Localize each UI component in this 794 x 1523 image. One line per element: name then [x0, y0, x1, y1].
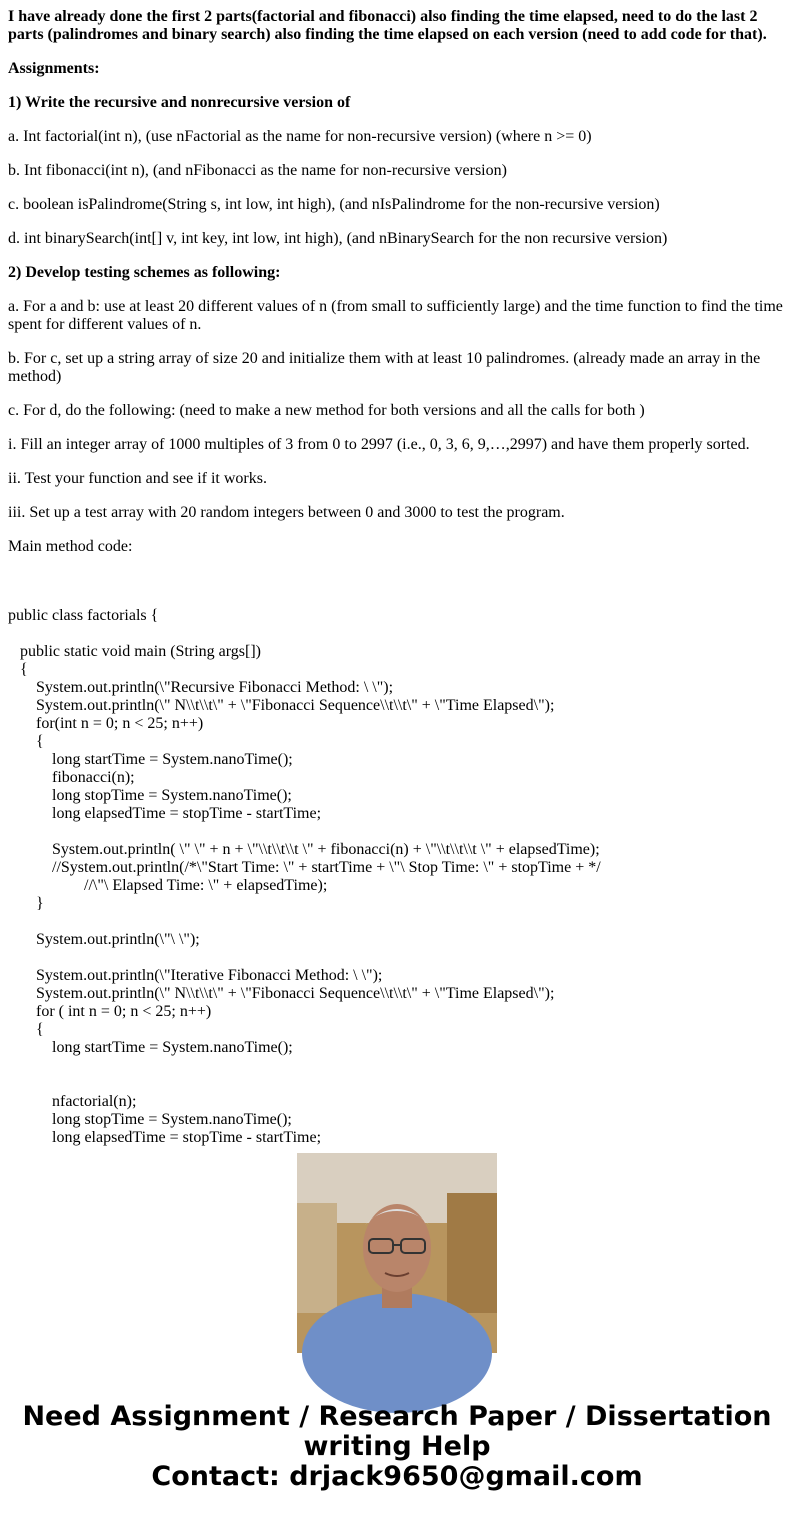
code-line: long elapsedTime = stopTime - startTime; — [8, 1129, 322, 1146]
assignment-paragraph: Main method code: — [8, 538, 133, 555]
code-line: for(int n = 0; n < 25; n++) — [8, 715, 204, 732]
person-photo-icon — [297, 1153, 497, 1353]
assignment-paragraph: c. boolean isPalindrome(String s, int low, int high), (and nIsPalindrome for the non-recursive version) — [8, 196, 660, 213]
assignment-paragraph: 2) Develop testing schemes as following: — [8, 264, 281, 281]
code-block — [8, 589, 788, 1146]
code-line: long stopTime = System.nanoTime(); — [8, 787, 292, 804]
author-avatar — [297, 1153, 497, 1353]
code-line: nfactorial(n); — [8, 1093, 137, 1110]
code-line: System.out.println( \" \" + n + \"\\t\\t\\t \" + fibonacci(n) + \"\\t\\t\\t \" + elapsedTime); — [8, 841, 600, 858]
code-line: System.out.println(\" N\\t\\t\" + \"Fibonacci Sequence\\t\\t\" + \"Time Elapsed\"); — [8, 697, 555, 714]
assignment-paragraph: 1) Write the recursive and nonrecursive version of — [8, 94, 351, 111]
assignment-paragraph: b. Int fibonacci(int n), (and nFibonacci as the name for non-recursive version) — [8, 162, 507, 179]
code-line — [8, 913, 788, 931]
code-line: long startTime = System.nanoTime(); — [8, 751, 293, 768]
code-line: { — [8, 661, 28, 678]
footer-line-2: writing Help — [303, 1431, 491, 1462]
code-line — [8, 1075, 788, 1093]
code-line: long elapsedTime = stopTime - startTime; — [8, 805, 322, 822]
assignment-paragraph: ii. Test your function and see if it works. — [8, 470, 267, 487]
code-line: System.out.println(\"\ \"); — [8, 931, 200, 948]
footer-line-1: Need Assignment / Research Paper / Dissertation — [22, 1401, 772, 1432]
footer-banner — [0, 1402, 794, 1492]
code-line: System.out.println(\"Iterative Fibonacci Method: \ \"); — [8, 967, 383, 984]
code-line: public static void main (String args[]) — [8, 643, 261, 660]
code-line: System.out.println(\"Recursive Fibonacci Method: \ \"); — [8, 679, 394, 696]
code-line — [8, 949, 788, 967]
code-line — [8, 625, 788, 643]
code-line — [8, 823, 788, 841]
assignment-paragraph: c. For d, do the following: (need to make a new method for both versions and all the calls for both ) — [8, 402, 645, 419]
code-line: { — [8, 733, 44, 750]
question-intro: I have already done the first 2 parts(factorial and fibonacci) also finding the time elapsed, need to do the last 2 parts (palindromes and binary search) also finding the time elapsed on each version (need to add code for that). — [8, 8, 767, 43]
code-line: long stopTime = System.nanoTime(); — [8, 1111, 292, 1128]
code-line: //System.out.println(/*\"Start Time: \" + startTime + \"\ Stop Time: \" + stopTime + */ — [8, 859, 601, 876]
code-line: fibonacci(n); — [8, 769, 135, 786]
assignment-paragraphs — [8, 60, 788, 556]
assignment-paragraph: iii. Set up a test array with 20 random integers between 0 and 3000 to test the program. — [8, 504, 565, 521]
code-line: public class factorials { — [8, 607, 159, 624]
code-line: //\"\ Elapsed Time: \" + elapsedTime); — [8, 877, 328, 894]
code-line — [8, 589, 788, 607]
question-body — [8, 8, 788, 572]
code-line: System.out.println(\" N\\t\\t\" + \"Fibonacci Sequence\\t\\t\" + \"Time Elapsed\"); — [8, 985, 555, 1002]
code-line: for ( int n = 0; n < 25; n++) — [8, 1003, 212, 1020]
code-line: long startTime = System.nanoTime(); — [8, 1039, 293, 1056]
code-line — [8, 1057, 788, 1075]
assignment-paragraph: Assignments: — [8, 60, 100, 77]
assignment-paragraph: d. int binarySearch(int[] v, int key, int low, int high), (and nBinarySearch for the non recursive version) — [8, 230, 668, 247]
assignment-paragraph: a. For a and b: use at least 20 different values of n (from small to sufficiently large) and the time function to find the time spent for different values of n. — [8, 298, 783, 333]
code-line: } — [8, 895, 44, 912]
assignment-paragraph: i. Fill an integer array of 1000 multiples of 3 from 0 to 2997 (i.e., 0, 3, 6, 9,…,2997) and have them properly sorted. — [8, 436, 750, 453]
assignment-paragraph: b. For c, set up a string array of size 20 and initialize them with at least 10 palindromes. (already made an array in the method) — [8, 350, 761, 385]
footer-contact: Contact: drjack9650@gmail.com — [151, 1461, 643, 1492]
code-line: { — [8, 1021, 44, 1038]
assignment-paragraph: a. Int factorial(int n), (use nFactorial as the name for non-recursive version) (where n >= 0) — [8, 128, 592, 145]
